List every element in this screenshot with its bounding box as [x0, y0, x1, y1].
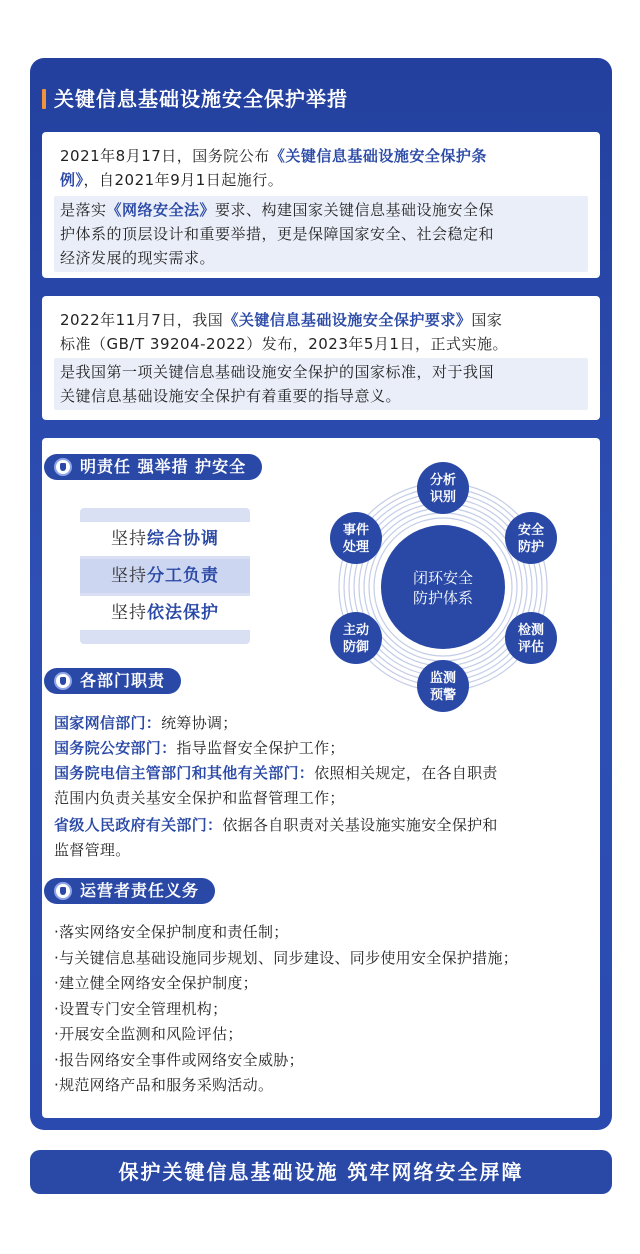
section-title: 明责任 强举措 护安全 [80, 457, 247, 476]
operator-duties-list [54, 920, 594, 1099]
dept-duty: 依照相关规定，在各自职责 [314, 764, 498, 782]
diagram-center-circle [381, 525, 505, 649]
regulation-name: 《关键信息基础设施安全保护条 [269, 147, 487, 165]
list-item: ·建立健全网络安全保护制度； [54, 974, 258, 992]
node-label: 预警 [429, 688, 457, 703]
regulation-date-text: 2021年8月17日，国务院公布 [60, 147, 270, 165]
text-segment: 国家 [471, 311, 503, 329]
section-pill-operators [44, 878, 215, 904]
diagram-node [505, 512, 557, 564]
diagram-node [417, 660, 469, 712]
standard-line-1 [60, 308, 584, 332]
shield-icon [54, 672, 72, 690]
node-label: 处理 [342, 540, 370, 555]
principle-highlight: 分工负责 [147, 566, 219, 586]
regulation-card [42, 132, 600, 278]
regulation-line-3 [60, 198, 584, 222]
dept-item [54, 711, 590, 736]
section-pill-departments [44, 668, 181, 694]
dept-item [54, 761, 590, 786]
dept-name: 国务院电信主管部门和其他有关部门： [54, 764, 315, 782]
dept-item [54, 813, 590, 838]
text-segment: 要求、构建国家关键信息基础设施安全保 [215, 201, 495, 219]
node-label: 评估 [517, 640, 545, 655]
diagram-node [330, 512, 382, 564]
dept-name: 省级人民政府有关部门： [54, 816, 223, 834]
standard-line-2: 标准（GB/T 39204-2022）发布，2023年5月1日，正式实施。 [60, 335, 508, 353]
law-name: 《网络安全法》 [106, 201, 216, 219]
text-segment: 2022年11月7日，我国 [60, 311, 224, 329]
principle-item [80, 522, 250, 556]
list-item: ·设置专门安全管理机构； [54, 999, 228, 1018]
diagram-center-label: 闭环安全 [412, 569, 474, 587]
principles-list [80, 508, 250, 644]
node-label: 主动 [342, 623, 370, 638]
node-label: 识别 [429, 490, 457, 505]
node-label: 安全 [517, 523, 545, 538]
diagram-node [330, 612, 382, 664]
regulation-name-end: 例》 [60, 171, 84, 189]
principle-item [80, 559, 250, 593]
diagram-node [417, 462, 469, 514]
footer-slogan: 保护关键信息基础设施 筑牢网络安全屏障 [30, 1150, 612, 1194]
standard-line-4: 关键信息基础设施安全保护有着重要的指导意义。 [60, 387, 402, 405]
section-title: 运营者责任义务 [80, 881, 200, 900]
shield-icon [54, 882, 72, 900]
section-pill-responsibility [44, 454, 262, 480]
dept-name: 国家网信部门： [54, 714, 162, 732]
diagram-node [505, 612, 557, 664]
dept-duty: 指导监督安全保护工作； [176, 739, 345, 757]
list-item: ·开展安全监测和风险评估； [54, 1025, 243, 1043]
principle-highlight: 依法保护 [147, 603, 219, 623]
node-label: 监测 [429, 671, 457, 686]
dept-item [54, 736, 590, 761]
dept-name: 国务院公安部门： [54, 739, 177, 757]
principle-prefix: 坚持 [111, 566, 147, 586]
node-label: 分析 [429, 473, 457, 488]
node-label: 事件 [342, 523, 370, 538]
principle-prefix: 坚持 [111, 529, 147, 549]
list-item: ·报告网络安全事件或网络安全威胁； [54, 1050, 304, 1069]
node-label: 检测 [517, 623, 545, 638]
regulation-line-1 [60, 144, 584, 168]
standard-name: 《关键信息基础设施安全保护要求》 [223, 311, 472, 329]
list-item: ·落实网络安全保护制度和责任制； [54, 923, 289, 941]
text-segment: 是落实 [60, 201, 107, 219]
page-title: 关键信息基础设施安全保护举措 [42, 86, 348, 112]
regulation-line-5: 经济发展的现实需求。 [60, 249, 216, 267]
dept-duty: 依据各自职责对关基设施实施安全保护和 [222, 816, 498, 834]
dept-duty: 统筹协调； [161, 714, 238, 732]
diagram-center-label: 防护体系 [412, 589, 474, 607]
standard-line-3: 是我国第一项关键信息基础设施安全保护的国家标准，对于我国 [60, 363, 495, 381]
closed-loop-diagram [318, 462, 568, 712]
dept-item-cont: 范围内负责关基安全保护和监督管理工作； [54, 789, 345, 807]
dept-item-cont: 监督管理。 [54, 841, 131, 859]
standard-card [42, 296, 600, 420]
node-label: 防护 [517, 540, 545, 555]
section-title: 各部门职责 [80, 671, 166, 690]
shield-icon [54, 458, 72, 476]
principle-highlight: 综合协调 [147, 529, 219, 549]
regulation-line-4: 护体系的顶层设计和重要举措，更是保障国家安全、社会稳定和 [60, 225, 495, 243]
list-item: ·与关键信息基础设施同步规划、同步建设、同步使用安全保护措施； [54, 948, 519, 967]
regulation-effective-text: ，自2021年9月1日起施行。 [83, 171, 284, 189]
principle-item [80, 596, 250, 630]
node-label: 防御 [342, 640, 370, 655]
regulation-line-2 [60, 168, 584, 192]
list-item: ·规范网络产品和服务采购活动。 [54, 1076, 274, 1094]
principle-prefix: 坚持 [111, 603, 147, 623]
